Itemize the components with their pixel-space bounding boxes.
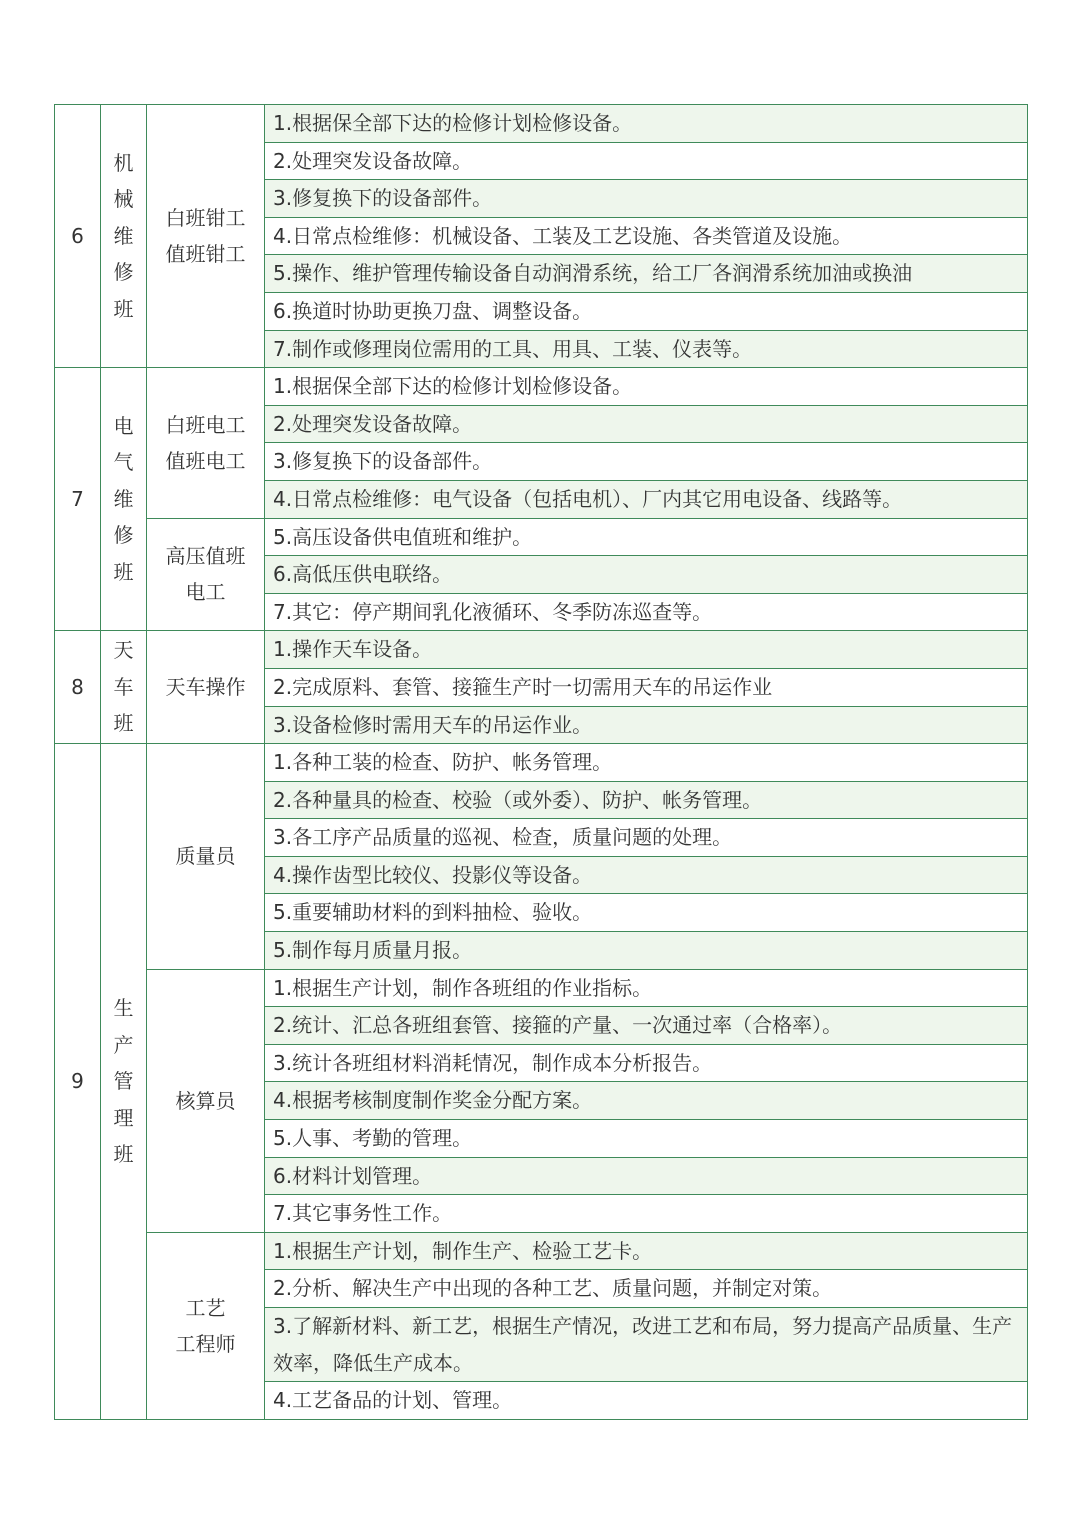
duty-item: 3.修复换下的设备部件。	[265, 180, 1028, 218]
duty-item: 2.分析、解决生产中出现的各种工艺、质量问题，并制定对策。	[265, 1270, 1028, 1308]
duty-item: 3.修复换下的设备部件。	[265, 443, 1028, 481]
duty-item: 2.处理突发设备故障。	[265, 405, 1028, 443]
duty-item: 2.处理突发设备故障。	[265, 142, 1028, 180]
team-name: 电气维修班	[101, 368, 147, 631]
duty-item: 7.其它事务性工作。	[265, 1195, 1028, 1233]
duty-item: 6.换道时协助更换刀盘、调整设备。	[265, 292, 1028, 330]
group-number: 6	[55, 105, 101, 368]
table-row	[55, 368, 1028, 406]
duty-item: 4.日常点检维修：机械设备、工装及工艺设施、各类管道及设施。	[265, 217, 1028, 255]
duty-item: 4.工艺备品的计划、管理。	[265, 1382, 1028, 1420]
duty-item: 1.操作天车设备。	[265, 631, 1028, 669]
duty-table-body	[55, 105, 1028, 1420]
duty-item: 7.制作或修理岗位需用的工具、用具、工装、仪表等。	[265, 330, 1028, 368]
duty-item: 1.根据保全部下达的检修计划检修设备。	[265, 105, 1028, 143]
group-number: 9	[55, 744, 101, 1420]
duty-item: 4.根据考核制度制作奖金分配方案。	[265, 1082, 1028, 1120]
role-name: 天车操作	[147, 631, 265, 744]
duty-item: 2.统计、汇总各班组套管、接箍的产量、一次通过率（合格率）。	[265, 1007, 1028, 1045]
duty-item: 1.根据保全部下达的检修计划检修设备。	[265, 368, 1028, 406]
duty-item: 2.各种量具的检查、校验（或外委）、防护、帐务管理。	[265, 781, 1028, 819]
table-row	[55, 518, 1028, 556]
duty-item: 7.其它：停产期间乳化液循环、冬季防冻巡查等。	[265, 593, 1028, 631]
table-row	[55, 1232, 1028, 1270]
duty-item: 5.操作、维护管理传输设备自动润滑系统，给工厂各润滑系统加油或换油	[265, 255, 1028, 293]
table-row	[55, 969, 1028, 1007]
table-row	[55, 744, 1028, 782]
duty-item: 4.日常点检维修：电气设备（包括电机）、厂内其它用电设备、线路等。	[265, 480, 1028, 518]
role-name: 质量员	[147, 744, 265, 970]
team-name: 生产管理班	[101, 744, 147, 1420]
group-number: 7	[55, 368, 101, 631]
duty-item: 3.了解新材料、新工艺，根据生产情况，改进工艺和布局，努力提高产品质量、生产效率，降低生产成本。	[265, 1308, 1028, 1382]
team-name: 机械维修班	[101, 105, 147, 368]
table-row	[55, 631, 1028, 669]
duty-item: 1.各种工装的检查、防护、帐务管理。	[265, 744, 1028, 782]
duty-item: 1.根据生产计划，制作各班组的作业指标。	[265, 969, 1028, 1007]
table-row	[55, 105, 1028, 143]
team-name: 天车班	[101, 631, 147, 744]
role-name: 白班电工 值班电工	[147, 368, 265, 518]
duty-item: 3.统计各班组材料消耗情况，制作成本分析报告。	[265, 1044, 1028, 1082]
duty-item: 5.制作每月质量月报。	[265, 932, 1028, 970]
group-number: 8	[55, 631, 101, 744]
duty-table	[54, 104, 1028, 1420]
duty-item: 1.根据生产计划，制作生产、检验工艺卡。	[265, 1232, 1028, 1270]
duty-item: 6.材料计划管理。	[265, 1157, 1028, 1195]
duty-item: 5.重要辅助材料的到料抽检、验收。	[265, 894, 1028, 932]
duty-item: 3.设备检修时需用天车的吊运作业。	[265, 706, 1028, 744]
duty-item: 3.各工序产品质量的巡视、检查，质量问题的处理。	[265, 819, 1028, 857]
duty-item: 5.高压设备供电值班和维护。	[265, 518, 1028, 556]
duty-item: 6.高低压供电联络。	[265, 556, 1028, 594]
role-name: 工艺 工程师	[147, 1232, 265, 1419]
duty-item: 4.操作齿型比较仪、投影仪等设备。	[265, 856, 1028, 894]
role-name: 核算员	[147, 969, 265, 1232]
duty-item: 2.完成原料、套管、接箍生产时一切需用天车的吊运作业	[265, 668, 1028, 706]
duty-item: 5.人事、考勤的管理。	[265, 1120, 1028, 1158]
role-name: 高压值班 电工	[147, 518, 265, 631]
role-name: 白班钳工 值班钳工	[147, 105, 265, 368]
